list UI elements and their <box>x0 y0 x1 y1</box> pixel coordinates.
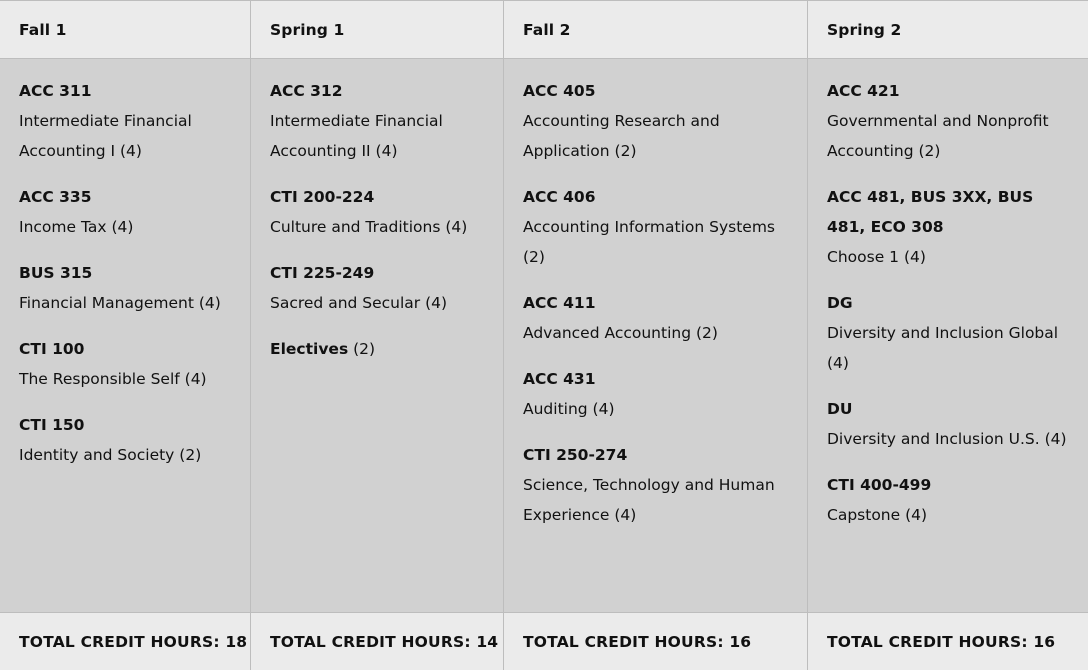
term-header-fall-1 <box>0 1 250 59</box>
course-item <box>523 440 788 530</box>
course-code: CTI 250-274 <box>523 446 628 464</box>
course-item <box>523 76 788 166</box>
total-label: TOTAL CREDIT HOURS: 16 <box>827 632 1056 651</box>
course-code: CTI 150 <box>19 416 85 434</box>
course-title: Culture and Traditions (4) <box>270 218 468 236</box>
course-code: DU <box>827 400 853 418</box>
total-credit-hours-spring-1 <box>250 612 503 670</box>
course-title: Advanced Accounting (2) <box>523 324 718 342</box>
course-title: Identity and Society (2) <box>19 446 202 464</box>
total-label: TOTAL CREDIT HOURS: 16 <box>523 632 752 651</box>
term-label: Fall 1 <box>19 20 67 39</box>
electives-label: Electives <box>270 340 349 358</box>
course-item <box>270 182 484 242</box>
course-title: Capstone (4) <box>827 506 928 524</box>
course-title: Diversity and Inclusion Global (4) <box>827 324 1059 372</box>
total-credit-hours-fall-1 <box>0 612 250 670</box>
course-item <box>827 470 1069 530</box>
term-header-spring-1 <box>250 1 503 59</box>
course-item <box>270 76 484 166</box>
term-label: Fall 2 <box>523 20 571 39</box>
course-item <box>827 394 1069 454</box>
course-title: Sacred and Secular (4) <box>270 294 448 312</box>
course-list-spring-2 <box>807 59 1088 612</box>
course-item <box>270 258 484 318</box>
course-item <box>19 76 231 166</box>
course-list-fall-1 <box>0 59 250 612</box>
course-title: The Responsible Self (4) <box>19 370 207 388</box>
electives-hours: (2) <box>348 340 376 358</box>
course-title: Governmental and Nonprofit Accounting (2) <box>827 112 1049 160</box>
course-code: DG <box>827 294 853 312</box>
course-title: Auditing (4) <box>523 400 615 418</box>
course-item <box>19 182 231 242</box>
term-label: Spring 2 <box>827 20 902 39</box>
course-code: CTI 225-249 <box>270 264 375 282</box>
course-item <box>523 288 788 348</box>
course-list-fall-2 <box>503 59 807 612</box>
course-code: CTI 400-499 <box>827 476 932 494</box>
term-header-fall-2 <box>503 1 807 59</box>
course-code: ACC 312 <box>270 82 343 100</box>
course-title: Financial Management (4) <box>19 294 221 312</box>
course-item <box>19 258 231 318</box>
electives-item <box>270 334 484 364</box>
course-code: ACC 311 <box>19 82 92 100</box>
course-title: Accounting Research and Application (2) <box>523 112 720 160</box>
course-code: ACC 411 <box>523 294 596 312</box>
course-title: Diversity and Inclusion U.S. (4) <box>827 430 1067 448</box>
course-item <box>19 334 231 394</box>
total-credit-hours-spring-2 <box>807 612 1088 670</box>
course-item <box>827 76 1069 166</box>
term-header-spring-2 <box>807 1 1088 59</box>
total-label: TOTAL CREDIT HOURS: 14 <box>270 632 499 651</box>
total-label: TOTAL CREDIT HOURS: 18 <box>19 632 248 651</box>
course-item <box>523 182 788 272</box>
course-item <box>19 410 231 470</box>
course-code: ACC 481, BUS 3XX, BUS 481, ECO 308 <box>827 188 1034 236</box>
course-title: Intermediate Financial Accounting II (4) <box>270 112 443 160</box>
course-list-spring-1 <box>250 59 503 612</box>
term-label: Spring 1 <box>270 20 345 39</box>
total-credit-hours-fall-2 <box>503 612 807 670</box>
course-code: BUS 315 <box>19 264 93 282</box>
course-code: CTI 200-224 <box>270 188 375 206</box>
course-title: Accounting Information Systems (2) <box>523 218 776 266</box>
course-title: Science, Technology and Human Experience (4) <box>523 476 775 524</box>
course-item <box>827 288 1069 378</box>
course-code: ACC 405 <box>523 82 596 100</box>
course-code: ACC 421 <box>827 82 900 100</box>
course-item <box>523 364 788 424</box>
course-code: ACC 335 <box>19 188 92 206</box>
course-code: CTI 100 <box>19 340 85 358</box>
course-item <box>827 182 1069 272</box>
course-title: Income Tax (4) <box>19 218 134 236</box>
course-code: ACC 406 <box>523 188 596 206</box>
course-code: ACC 431 <box>523 370 596 388</box>
course-title: Choose 1 (4) <box>827 248 926 266</box>
course-title: Intermediate Financial Accounting I (4) <box>19 112 192 160</box>
